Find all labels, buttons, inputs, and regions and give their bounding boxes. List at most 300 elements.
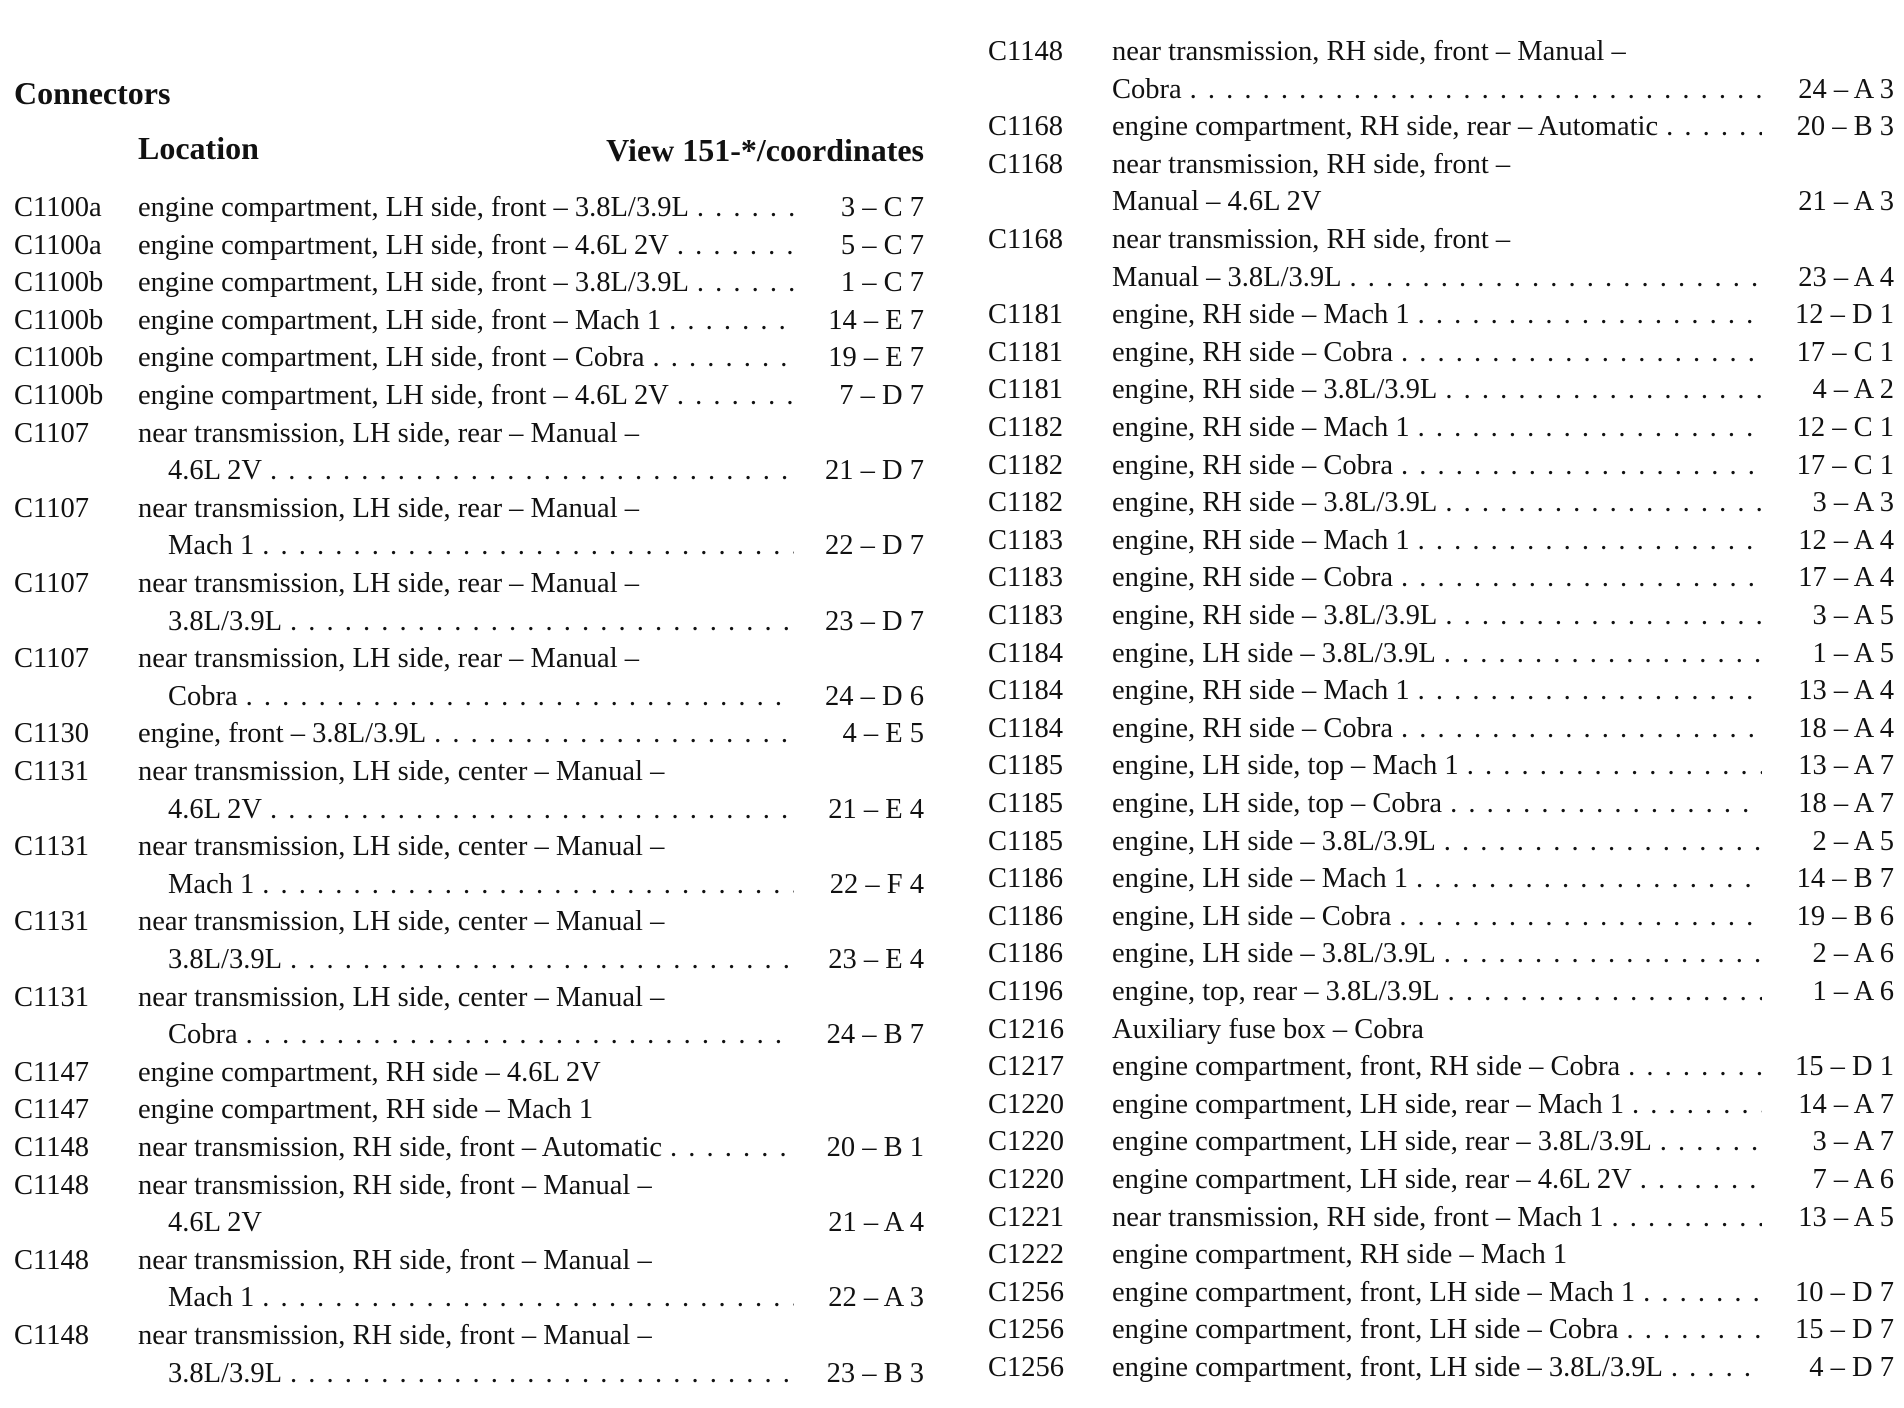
dot-leader bbox=[1658, 108, 1762, 146]
location-cell bbox=[138, 979, 794, 1017]
dot-leader bbox=[669, 227, 794, 265]
location-text: near transmission, LH side, center – Manual – bbox=[138, 906, 665, 938]
dot-leader bbox=[1393, 710, 1762, 748]
connector-code: C1181 bbox=[988, 374, 1063, 406]
location-cell bbox=[1112, 672, 1762, 710]
connector-code: C1185 bbox=[988, 788, 1063, 819]
table-row bbox=[988, 409, 1894, 447]
location-text: engine, RH side – Cobra bbox=[1112, 562, 1393, 594]
view-coordinates: 2 – A 6 bbox=[1812, 938, 1894, 970]
table-row bbox=[988, 484, 1894, 522]
connector-code: C1181 bbox=[988, 336, 1063, 368]
connector-code: C1181 bbox=[988, 299, 1063, 331]
connector-code: C1185 bbox=[988, 825, 1063, 857]
view-coordinates: 15 – D 7 bbox=[1795, 1314, 1894, 1346]
dot-leader bbox=[262, 791, 794, 829]
location-cell bbox=[138, 1129, 794, 1167]
location-cell bbox=[138, 264, 794, 302]
table-row bbox=[988, 1086, 1894, 1124]
table-row bbox=[14, 1091, 924, 1129]
connector-code: C1256 bbox=[988, 1276, 1065, 1308]
dot-leader bbox=[1620, 1048, 1762, 1086]
dot-leader bbox=[1619, 1311, 1762, 1349]
location-cell bbox=[1112, 146, 1762, 184]
connector-code: C1148 bbox=[14, 1320, 89, 1351]
view-coordinates: 21 – A 3 bbox=[1798, 186, 1894, 218]
view-coordinates: 3 – C 7 bbox=[840, 192, 924, 223]
location-cell bbox=[168, 527, 794, 565]
table-row bbox=[988, 183, 1894, 221]
table-row bbox=[988, 935, 1894, 973]
view-coordinates: 23 – E 4 bbox=[828, 944, 924, 975]
view-coordinates: 22 – A 3 bbox=[828, 1282, 924, 1314]
location-text: near transmission, RH side, front – Mach 1 bbox=[1112, 1201, 1604, 1233]
table-row bbox=[988, 597, 1894, 635]
table-row bbox=[988, 973, 1894, 1011]
location-text: near transmission, RH side, front – Automatic bbox=[138, 1132, 663, 1163]
dot-leader bbox=[1442, 785, 1762, 823]
table-row bbox=[14, 339, 924, 377]
table-row bbox=[14, 1317, 924, 1355]
view-coordinates: 1 – A 5 bbox=[1812, 637, 1894, 669]
table-row bbox=[988, 747, 1894, 785]
location-text: engine, RH side – 3.8L/3.9L bbox=[1112, 600, 1438, 631]
view-coordinates: 24 – D 6 bbox=[825, 680, 924, 712]
view-coordinates: 2 – A 5 bbox=[1812, 825, 1894, 857]
location-text: 4.6L 2V bbox=[168, 455, 262, 487]
location-text: engine compartment, front, RH side – Cobra bbox=[1112, 1051, 1621, 1083]
connector-code: C1217 bbox=[988, 1051, 1065, 1083]
table-row bbox=[988, 33, 1894, 71]
view-coordinates: 17 – C 1 bbox=[1796, 336, 1894, 368]
connector-code: C1182 bbox=[988, 412, 1063, 443]
location-text: near transmission, LH side, center – Manual – bbox=[138, 756, 665, 787]
table-row bbox=[14, 1129, 924, 1167]
connector-code: C1148 bbox=[988, 36, 1063, 67]
connector-code: C1220 bbox=[988, 1164, 1065, 1195]
location-text: engine, RH side – Mach 1 bbox=[1112, 675, 1410, 707]
connector-code: C1168 bbox=[988, 111, 1063, 143]
table-row bbox=[988, 146, 1894, 184]
location-text: near transmission, RH side, front – bbox=[1112, 148, 1511, 180]
connector-code: C1216 bbox=[988, 1013, 1065, 1045]
location-cell bbox=[138, 640, 794, 678]
location-cell bbox=[1112, 1199, 1762, 1237]
location-cell bbox=[168, 866, 794, 904]
location-cell bbox=[1112, 785, 1762, 823]
table-row bbox=[14, 1167, 924, 1205]
location-cell bbox=[1112, 183, 1762, 221]
location-cell bbox=[138, 1167, 794, 1205]
dot-leader bbox=[426, 715, 794, 753]
view-coordinates: 14 – A 7 bbox=[1798, 1088, 1894, 1120]
view-coordinates: 19 – E 7 bbox=[828, 342, 924, 374]
connector-code: C1184 bbox=[988, 675, 1063, 707]
location-cell bbox=[138, 715, 794, 753]
view-coordinates: 3 – A 7 bbox=[1812, 1126, 1894, 1158]
location-text: engine compartment, RH side – Mach 1 bbox=[138, 1094, 594, 1126]
dot-leader bbox=[282, 603, 794, 641]
dot-leader bbox=[689, 189, 794, 227]
location-text: near transmission, LH side, rear – Manual – bbox=[138, 643, 639, 675]
table-row bbox=[14, 302, 924, 340]
view-coordinates: 13 – A 7 bbox=[1798, 750, 1894, 782]
connector-code: C1148 bbox=[14, 1169, 89, 1201]
table-row bbox=[14, 264, 924, 302]
location-cell bbox=[138, 1242, 794, 1280]
connector-code: C1107 bbox=[14, 492, 89, 524]
table-row bbox=[988, 1274, 1894, 1312]
location-text: engine compartment, LH side, front – 3.8L/3.9L bbox=[138, 267, 689, 299]
location-cell bbox=[138, 1054, 794, 1092]
table-row bbox=[14, 1204, 924, 1242]
dot-leader bbox=[254, 527, 794, 565]
location-cell bbox=[138, 753, 794, 791]
table-row bbox=[14, 866, 924, 904]
location-text: engine compartment, front, LH side – Mach 1 bbox=[1112, 1276, 1636, 1308]
dot-leader bbox=[1393, 447, 1762, 485]
connector-code: C1220 bbox=[988, 1126, 1065, 1158]
dot-leader bbox=[1408, 860, 1762, 898]
location-text: near transmission, RH side, front – bbox=[1112, 224, 1511, 255]
location-cell bbox=[1112, 710, 1762, 748]
location-text: engine, top, rear – 3.8L/3.9L bbox=[1112, 976, 1440, 1007]
view-coordinates: 20 – B 3 bbox=[1796, 111, 1894, 143]
connector-code: C1100a bbox=[14, 229, 102, 261]
dot-leader bbox=[662, 1129, 794, 1167]
dot-leader bbox=[645, 339, 794, 377]
table-row bbox=[988, 898, 1894, 936]
table-row bbox=[988, 710, 1894, 748]
location-cell bbox=[138, 189, 794, 227]
location-text: engine, front – 3.8L/3.9L bbox=[138, 718, 427, 750]
location-text: engine compartment, LH side, front – 3.8L/3.9L bbox=[138, 192, 689, 223]
location-text: engine, RH side – Cobra bbox=[1112, 336, 1393, 368]
view-coordinates: 22 – D 7 bbox=[825, 530, 924, 562]
dot-leader bbox=[1632, 1161, 1762, 1199]
dot-leader bbox=[282, 1355, 794, 1393]
location-text: near transmission, LH side, center – Manual – bbox=[138, 831, 665, 863]
location-cell bbox=[1112, 559, 1762, 597]
location-cell bbox=[138, 302, 794, 340]
table-row bbox=[14, 189, 924, 227]
table-row bbox=[14, 1016, 924, 1054]
table-row bbox=[14, 640, 924, 678]
location-header: Location bbox=[138, 130, 259, 166]
location-text: 4.6L 2V bbox=[168, 793, 262, 825]
location-cell bbox=[1112, 747, 1762, 785]
view-coordinates: 15 – D 1 bbox=[1795, 1051, 1894, 1083]
location-cell bbox=[1112, 334, 1762, 372]
table-row bbox=[988, 522, 1894, 560]
location-text: engine, LH side – 3.8L/3.9L bbox=[1112, 637, 1436, 669]
location-cell bbox=[168, 941, 794, 979]
view-coordinates: 7 – D 7 bbox=[839, 380, 924, 411]
location-text: 3.8L/3.9L bbox=[168, 944, 282, 975]
connector-code: C1100b bbox=[14, 342, 104, 374]
dot-leader bbox=[1437, 371, 1762, 409]
dot-leader bbox=[1393, 334, 1762, 372]
location-cell bbox=[1112, 371, 1762, 409]
location-cell bbox=[1112, 635, 1762, 673]
location-cell bbox=[1112, 447, 1762, 485]
view-coordinates: 20 – B 1 bbox=[826, 1132, 924, 1163]
dot-leader bbox=[254, 1279, 794, 1317]
connector-code: C1100b bbox=[14, 304, 104, 336]
view-coordinates: 14 – E 7 bbox=[828, 304, 924, 336]
location-cell bbox=[138, 227, 794, 265]
view-header: View 151-*/coordinates bbox=[606, 132, 924, 168]
table-row bbox=[988, 221, 1894, 259]
view-coordinates: 23 – D 7 bbox=[825, 605, 924, 637]
location-text: engine compartment, RH side – Mach 1 bbox=[1112, 1239, 1568, 1271]
location-text: engine compartment, LH side, rear – Mach 1 bbox=[1112, 1088, 1625, 1120]
location-cell bbox=[138, 1317, 794, 1355]
location-cell bbox=[1112, 1236, 1762, 1274]
connector-code: C1107 bbox=[14, 417, 89, 449]
connector-code: C1222 bbox=[988, 1239, 1065, 1271]
location-text: engine compartment, LH side, front – Mach 1 bbox=[138, 304, 662, 336]
table-row bbox=[988, 334, 1894, 372]
dot-leader bbox=[1342, 259, 1762, 297]
dot-leader bbox=[1459, 747, 1762, 785]
location-cell bbox=[1112, 597, 1762, 635]
location-cell bbox=[1112, 973, 1762, 1011]
dot-leader bbox=[1436, 823, 1762, 861]
view-coordinates: 18 – A 4 bbox=[1798, 712, 1894, 744]
dot-leader bbox=[254, 866, 794, 904]
table-row bbox=[14, 603, 924, 641]
connector-code: C1130 bbox=[14, 718, 89, 750]
connector-code: C1183 bbox=[988, 562, 1063, 594]
location-text: Mach 1 bbox=[168, 1282, 255, 1314]
location-cell bbox=[138, 828, 794, 866]
location-cell bbox=[138, 565, 794, 603]
location-text: 4.6L 2V bbox=[168, 1207, 262, 1239]
connector-code: C1147 bbox=[14, 1056, 89, 1088]
connector-code: C1107 bbox=[14, 643, 89, 675]
dot-leader bbox=[1436, 935, 1762, 973]
location-text: engine compartment, front, LH side – Cobra bbox=[1112, 1314, 1619, 1346]
view-coordinates: 5 – C 7 bbox=[840, 229, 924, 261]
table-row bbox=[988, 1199, 1894, 1237]
view-coordinates: 12 – C 1 bbox=[1796, 412, 1894, 443]
table-row bbox=[14, 828, 924, 866]
dot-leader bbox=[689, 264, 794, 302]
location-cell bbox=[168, 791, 794, 829]
table-row bbox=[14, 1054, 924, 1092]
table-row bbox=[988, 1161, 1894, 1199]
location-text: engine, RH side – 3.8L/3.9L bbox=[1112, 374, 1438, 406]
location-text: 3.8L/3.9L bbox=[168, 1357, 282, 1389]
location-text: near transmission, RH side, front – Manual – bbox=[138, 1320, 652, 1351]
table-row bbox=[988, 559, 1894, 597]
location-text: near transmission, LH side, rear – Manual – bbox=[138, 568, 639, 599]
view-coordinates: 12 – D 1 bbox=[1795, 299, 1894, 331]
location-cell bbox=[168, 1016, 794, 1054]
dot-leader bbox=[1436, 635, 1762, 673]
location-text: Auxiliary fuse box – Cobra bbox=[1112, 1013, 1424, 1045]
location-text: engine, LH side – 3.8L/3.9L bbox=[1112, 825, 1436, 857]
location-text: engine compartment, LH side, rear – 4.6L 2V bbox=[1112, 1164, 1632, 1195]
view-coordinates: 17 – C 1 bbox=[1796, 449, 1894, 481]
location-cell bbox=[1112, 1161, 1762, 1199]
connector-code: C1186 bbox=[988, 938, 1063, 970]
connector-code: C1147 bbox=[14, 1094, 89, 1126]
connector-code: C1184 bbox=[988, 712, 1063, 744]
view-coordinates: 7 – A 6 bbox=[1812, 1164, 1894, 1195]
location-cell bbox=[1112, 33, 1762, 71]
location-cell bbox=[1112, 1086, 1762, 1124]
location-cell bbox=[1112, 860, 1762, 898]
connector-code: C1186 bbox=[988, 863, 1063, 895]
view-coordinates: 3 – A 3 bbox=[1812, 487, 1894, 519]
location-text: Manual – 3.8L/3.9L bbox=[1112, 261, 1342, 293]
table-row bbox=[14, 1355, 924, 1393]
dot-leader bbox=[1440, 973, 1762, 1011]
view-coordinates: 1 – A 6 bbox=[1812, 976, 1894, 1007]
view-coordinates: 12 – A 4 bbox=[1798, 524, 1894, 556]
connector-code: C1220 bbox=[988, 1088, 1065, 1120]
view-coordinates: 3 – A 5 bbox=[1812, 600, 1894, 631]
table-row bbox=[988, 1236, 1894, 1274]
location-text: engine, RH side – Mach 1 bbox=[1112, 524, 1410, 556]
location-text: engine compartment, front, LH side – 3.8L/3.9L bbox=[1112, 1352, 1663, 1383]
location-cell bbox=[1112, 823, 1762, 861]
location-cell bbox=[138, 377, 794, 415]
location-cell bbox=[138, 903, 794, 941]
location-text: Mach 1 bbox=[168, 868, 255, 900]
location-text: engine, LH side, top – Cobra bbox=[1112, 788, 1443, 819]
dot-leader bbox=[1663, 1349, 1762, 1387]
location-text: Mach 1 bbox=[168, 530, 255, 562]
table-row bbox=[988, 1048, 1894, 1086]
table-row bbox=[14, 678, 924, 716]
view-coordinates: 19 – B 6 bbox=[1796, 900, 1894, 932]
location-cell bbox=[1112, 71, 1762, 109]
section-title: Connectors bbox=[14, 75, 171, 111]
table-row bbox=[14, 753, 924, 791]
view-coordinates: 24 – B 7 bbox=[826, 1019, 924, 1051]
dot-leader bbox=[669, 377, 794, 415]
view-coordinates: 21 – A 4 bbox=[828, 1207, 924, 1239]
location-text: near transmission, LH side, rear – Manual – bbox=[138, 492, 639, 524]
connector-code: C1107 bbox=[14, 568, 89, 599]
connector-code: C1183 bbox=[988, 600, 1063, 631]
connector-code: C1100b bbox=[14, 380, 104, 411]
dot-leader bbox=[1410, 409, 1762, 447]
table-row bbox=[988, 823, 1894, 861]
location-text: engine compartment, LH side, rear – 3.8L/3.9L bbox=[1112, 1126, 1652, 1158]
dot-leader bbox=[1604, 1199, 1762, 1237]
location-text: engine compartment, RH side, rear – Automatic bbox=[1112, 111, 1659, 143]
location-cell bbox=[1112, 108, 1762, 146]
view-coordinates: 23 – B 3 bbox=[826, 1357, 924, 1389]
location-cell bbox=[168, 603, 794, 641]
connector-code: C1182 bbox=[988, 487, 1063, 519]
table-row bbox=[988, 785, 1894, 823]
location-text: 3.8L/3.9L bbox=[168, 605, 282, 637]
location-text: engine compartment, LH side, front – 4.6L 2V bbox=[138, 229, 669, 261]
table-row bbox=[14, 377, 924, 415]
location-text: near transmission, RH side, front – Manual – bbox=[1112, 36, 1626, 67]
location-cell bbox=[1112, 898, 1762, 936]
dot-leader bbox=[1652, 1123, 1762, 1161]
table-row bbox=[988, 71, 1894, 109]
location-cell bbox=[1112, 409, 1762, 447]
connector-code: C1131 bbox=[14, 831, 89, 863]
view-coordinates: 14 – B 7 bbox=[1796, 863, 1894, 895]
location-text: engine, LH side, top – Mach 1 bbox=[1112, 750, 1459, 782]
location-text: engine compartment, LH side, front – Cobra bbox=[138, 342, 645, 374]
location-text: Cobra bbox=[1112, 73, 1182, 105]
location-text: engine, LH side – Cobra bbox=[1112, 900, 1392, 932]
view-coordinates: 4 – A 2 bbox=[1812, 374, 1894, 406]
table-row bbox=[988, 108, 1894, 146]
table-row bbox=[14, 565, 924, 603]
location-text: engine, RH side – Mach 1 bbox=[1112, 412, 1410, 443]
connector-code: C1100a bbox=[14, 192, 102, 223]
connector-code: C1256 bbox=[988, 1352, 1065, 1383]
location-cell bbox=[1112, 484, 1762, 522]
table-row bbox=[988, 1349, 1894, 1387]
location-cell bbox=[1112, 259, 1762, 297]
view-coordinates: 13 – A 5 bbox=[1798, 1201, 1894, 1233]
table-row bbox=[14, 1242, 924, 1280]
table-row bbox=[14, 490, 924, 528]
location-text: engine, RH side – Cobra bbox=[1112, 449, 1393, 481]
dot-leader bbox=[1437, 484, 1762, 522]
location-cell bbox=[1112, 1311, 1762, 1349]
location-text: near transmission, RH side, front – Manual – bbox=[138, 1169, 652, 1201]
connector-code: C1100b bbox=[14, 267, 104, 299]
dot-leader bbox=[1410, 522, 1762, 560]
connector-code: C1185 bbox=[988, 750, 1063, 782]
view-coordinates: 13 – A 4 bbox=[1798, 675, 1894, 707]
location-text: engine, RH side – Cobra bbox=[1112, 712, 1393, 744]
table-row bbox=[988, 1123, 1894, 1161]
location-text: engine compartment, LH side, front – 4.6L 2V bbox=[138, 380, 669, 411]
view-coordinates: 21 – D 7 bbox=[825, 455, 924, 487]
view-coordinates: 10 – D 7 bbox=[1795, 1276, 1894, 1308]
connector-code: C1131 bbox=[14, 756, 89, 787]
table-row bbox=[14, 941, 924, 979]
location-cell bbox=[168, 1279, 794, 1317]
table-row bbox=[14, 1279, 924, 1317]
dot-leader bbox=[1635, 1274, 1762, 1312]
view-coordinates: 23 – A 4 bbox=[1798, 261, 1894, 293]
connector-code: C1148 bbox=[14, 1244, 89, 1276]
location-text: engine, LH side – Mach 1 bbox=[1112, 863, 1409, 895]
table-row bbox=[988, 1011, 1894, 1049]
location-text: near transmission, LH side, center – Manual – bbox=[138, 981, 665, 1013]
dot-leader bbox=[262, 452, 794, 490]
view-coordinates: 24 – A 3 bbox=[1798, 73, 1894, 105]
view-coordinates: 21 – E 4 bbox=[828, 793, 924, 825]
view-coordinates: 4 – D 7 bbox=[1809, 1352, 1894, 1383]
table-row bbox=[988, 635, 1894, 673]
connector-code: C1148 bbox=[14, 1132, 89, 1163]
location-text: near transmission, RH side, front – Manual – bbox=[138, 1244, 652, 1276]
dot-leader bbox=[1391, 898, 1762, 936]
table-row bbox=[988, 1311, 1894, 1349]
table-row bbox=[14, 227, 924, 265]
view-coordinates: 18 – A 7 bbox=[1798, 788, 1894, 819]
dot-leader bbox=[1182, 71, 1762, 109]
location-cell bbox=[168, 1204, 794, 1242]
location-text: Cobra bbox=[168, 680, 238, 712]
location-cell bbox=[168, 1355, 794, 1393]
